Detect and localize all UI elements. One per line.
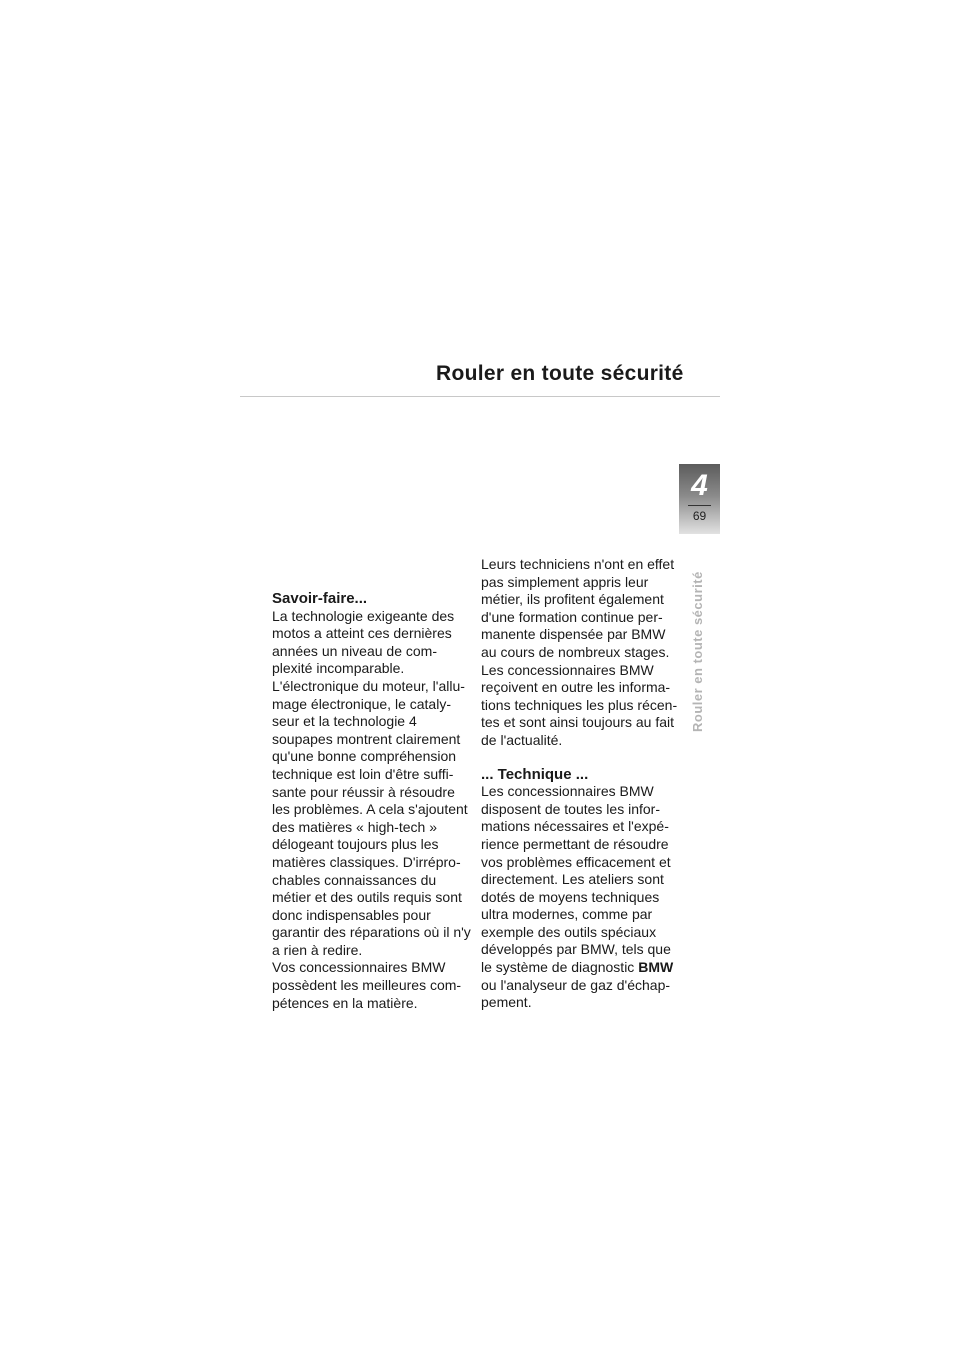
- chapter-tab: [679, 464, 720, 534]
- section-heading-technique: ... Technique ...: [481, 765, 589, 783]
- paragraph: La technologie exigeante des motos a atteint ces dernières années un niveau de com-plexité incomparable.: [272, 607, 455, 677]
- paragraph: Vos concessionnaires BMW possèdent les meilleures com-pétences en la matière.: [272, 959, 462, 1011]
- section-heading-savoir-faire: Savoir-faire...: [272, 590, 368, 607]
- paragraph-text: Les concessionnaires BMW disposent de toutes les infor-mations nécessaires et l'expé-rience permettant de résoudre vos problèmes efficacement et directement. Les ateliers sont dotés de moyens techniques ultra modernes, comme par exemple des outils spéciaux développés par BMW, tels que le système de diagnostic: [481, 783, 671, 976]
- side-chapter-label: Rouler en toute sécurité: [690, 571, 705, 732]
- paragraph: Leurs techniciens n'ont en effet pas simplement appris leur métier, ils profitent également d'une formation continue per-manente dispensée par BMW au cours de nombreux stages.: [481, 556, 675, 660]
- left-column: [272, 590, 472, 1012]
- right-column: [481, 556, 681, 1012]
- spacer: [481, 750, 681, 766]
- paragraph: Les concessionnaires BMW reçoivent en outre les informa-tions techniques les plus récen-tes et sont ainsi toujours au fait de l'actualité.: [481, 661, 678, 748]
- chapter-divider: [688, 505, 711, 506]
- brand-text: BMW: [638, 959, 674, 976]
- paragraph-text: ou l'analyseur de gaz d'échap-pement.: [481, 976, 671, 1011]
- paragraph: [481, 783, 681, 1012]
- chapter-number: 4: [691, 469, 708, 502]
- header-divider: [240, 396, 720, 397]
- page-title: Rouler en toute sécurité: [436, 362, 684, 385]
- paragraph: L'électronique du moteur, l'allu-mage électronique, le cataly-seur et la technologie 4 soupapes montrent clairement qu'une bonne compréhension technique est loin d'être suffi-sante pour réussir à résoudre les problèmes. A cela s'ajoutent des matières « high-tech » délogeant toujours plus les matières classiques. D'irrépro-chables connaissances du métier et des outils requis sont donc indispensables pour garantir des réparations où il n'y a rien à redire.: [272, 677, 471, 958]
- page-number: 69: [692, 509, 707, 523]
